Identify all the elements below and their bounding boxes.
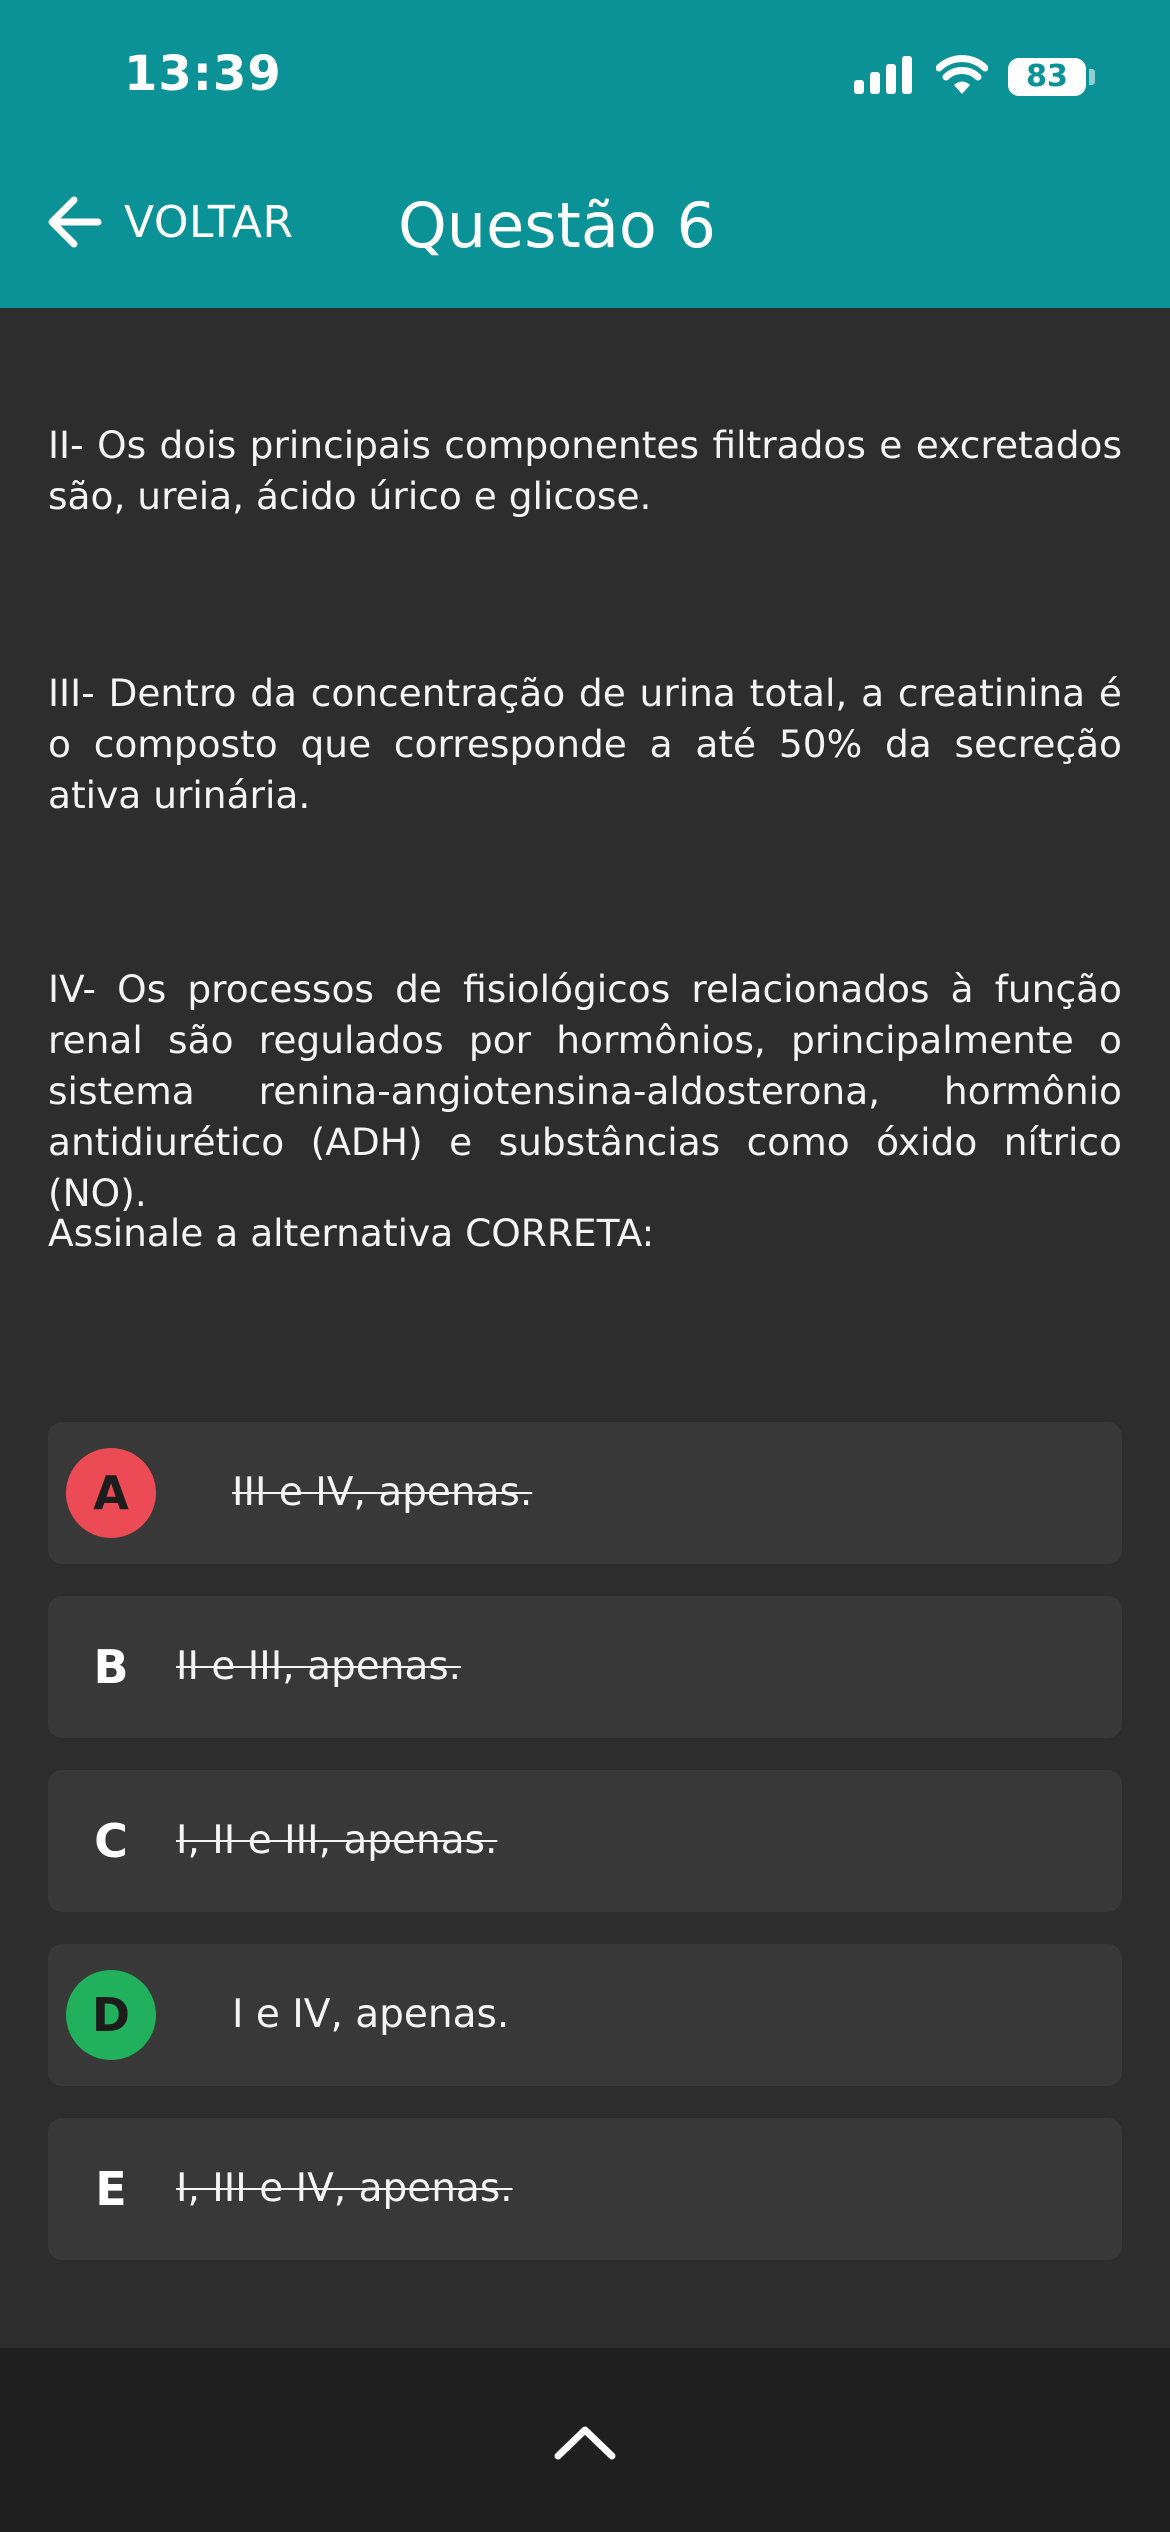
arrow-left-icon [44, 194, 102, 250]
battery-level: 83 [1026, 59, 1068, 94]
cellular-signal-icon [852, 56, 914, 96]
battery-cap [1089, 69, 1095, 85]
statement-ii: II- Os dois principais componentes filtrados e excretados são, ureia, ácido úrico e glicose. [48, 423, 1122, 518]
option-letter-c: C [94, 1814, 128, 1868]
option-text-c: I, II e III, apenas. [176, 1818, 498, 1863]
option-text-a: III e IV, apenas. [232, 1470, 533, 1515]
option-c[interactable] [48, 1770, 1122, 1912]
back-button[interactable] [44, 186, 294, 258]
option-letter-a-incorrect-badge: A [66, 1448, 156, 1538]
option-b[interactable] [48, 1596, 1122, 1738]
app-header [0, 0, 1170, 308]
option-text-d: I e IV, apenas. [232, 1992, 510, 2037]
option-text-e: I, III e IV, apenas. [176, 2166, 513, 2211]
question-instruction: Assinale a alternativa CORRETA: [48, 1211, 655, 1255]
option-a[interactable] [48, 1422, 1122, 1564]
statement-iv: IV- Os processos de fisiológicos relacionados à função renal são regulados por hormônios, principalmente o sistema renina-angiotensina-aldosterona, hormônio antidiurético (ADH) e substâncias como óxido nítrico (NO). [48, 967, 1122, 1215]
page-title: Questão 6 [398, 189, 716, 262]
option-letter-d-correct-badge: D [66, 1970, 156, 2060]
option-d[interactable] [48, 1944, 1122, 2086]
wifi-icon [936, 54, 988, 96]
statement-iii: III- Dentro da concentração de urina total, a creatinina é o composto que corresponde a até 50% da secreção ativa urinária. [48, 671, 1122, 817]
bottom-bar [0, 2348, 1170, 2532]
option-e[interactable] [48, 2118, 1122, 2260]
option-letter-b: B [93, 1640, 129, 1694]
status-time: 13:39 [124, 46, 282, 102]
battery-icon [1008, 58, 1086, 96]
chevron-up-icon[interactable] [552, 2422, 618, 2462]
back-label: VOLTAR [124, 196, 294, 248]
option-letter-e: E [95, 2162, 127, 2216]
option-text-b: II e III, apenas. [176, 1644, 462, 1689]
